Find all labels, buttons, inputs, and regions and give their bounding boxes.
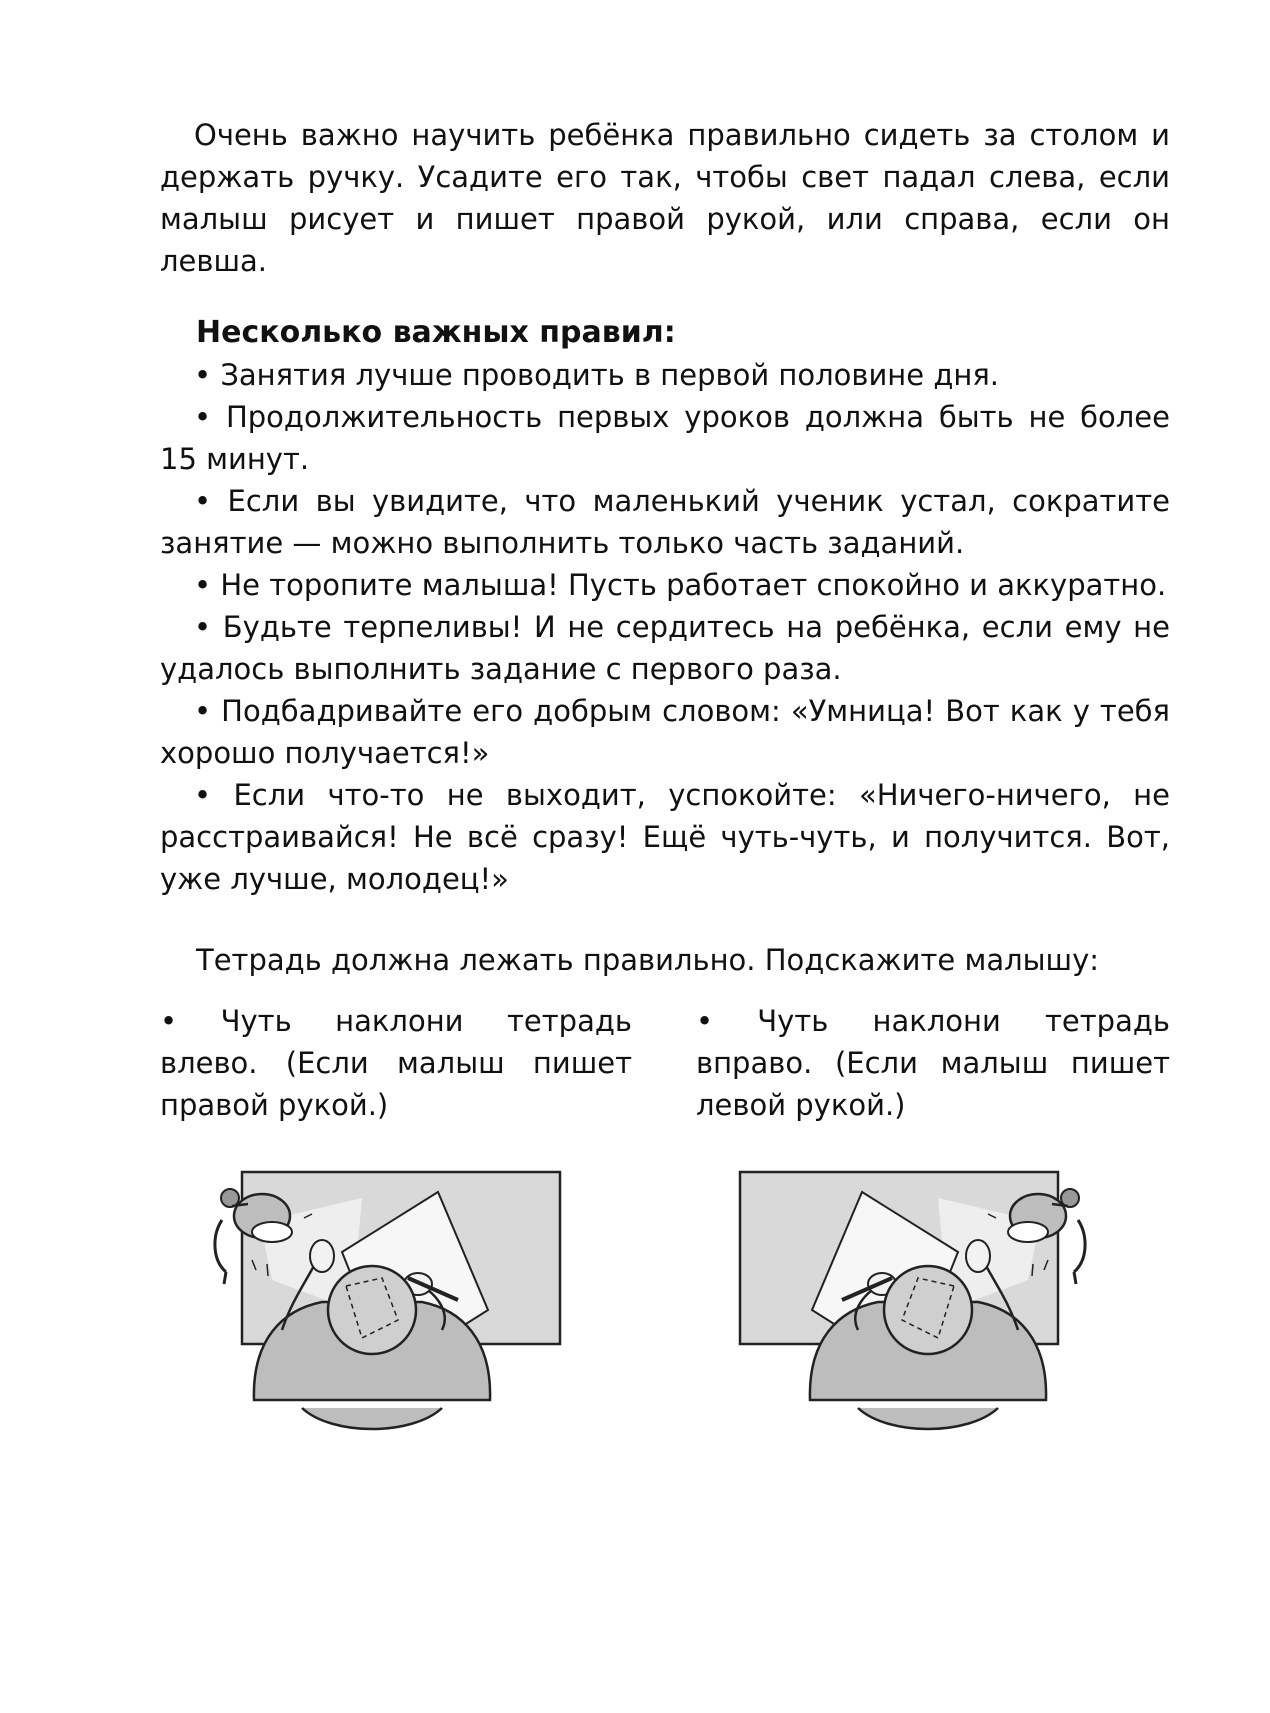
child-writing-left-hand-illustration [728, 1160, 1088, 1440]
chair [858, 1408, 998, 1429]
right-tip: • Чуть наклони тетрадь вправо. (Если малыш пишет левой рукой.) [696, 1004, 1170, 1122]
left-hand [310, 1240, 334, 1272]
left-hand-writing-drawing [728, 1160, 1088, 1440]
rule-item: • Будьте терпеливы! И не сердитесь на ребёнка, если ему не удалось выполнить задание с первого раза. [160, 610, 1170, 686]
rule-item: • Не торопите малыша! Пусть работает спокойно и аккуратно. [194, 568, 1167, 602]
intro-paragraph: Очень важно научить ребёнка правильно сидеть за столом и держать ручку. Усадите его так, чтобы свет падал слева, если малыш рисует и пишет правой рукой, или справа, если он левша. [160, 118, 1170, 278]
left-tip: • Чуть наклони тетрадь влево. (Если малыш пишет правой рукой.) [160, 1004, 632, 1122]
child-writing-right-hand-illustration [212, 1160, 572, 1440]
rule-item: • Если что-то не выходит, успокойте: «Ничего-ничего, не расстраивайся! Не всё сразу! Ещё чуть-чуть, и получится. Вот, уже лучше, молодец!» [160, 778, 1170, 896]
notebook-intro: Тетрадь должна лежать правильно. Подскажите малышу: [196, 943, 1100, 977]
right-hand-writing-drawing [212, 1160, 572, 1440]
child-head [884, 1266, 972, 1354]
rule-item: • Продолжительность первых уроков должна быть не более 15 минут. [160, 400, 1170, 476]
chair [302, 1408, 442, 1429]
rules-heading: Несколько важных правил: [196, 315, 676, 350]
rules-list [160, 354, 1170, 900]
right-hand [966, 1240, 990, 1272]
child-head [328, 1266, 416, 1354]
rule-item: • Подбадривайте его добрым словом: «Умница! Вот как у тебя хорошо получается!» [160, 694, 1170, 770]
rule-item: • Если вы увидите, что маленький ученик устал, сократите занятие — можно выполнить только часть заданий. [160, 484, 1170, 560]
rule-item: • Занятия лучше проводить в первой половине дня. [194, 358, 1000, 392]
